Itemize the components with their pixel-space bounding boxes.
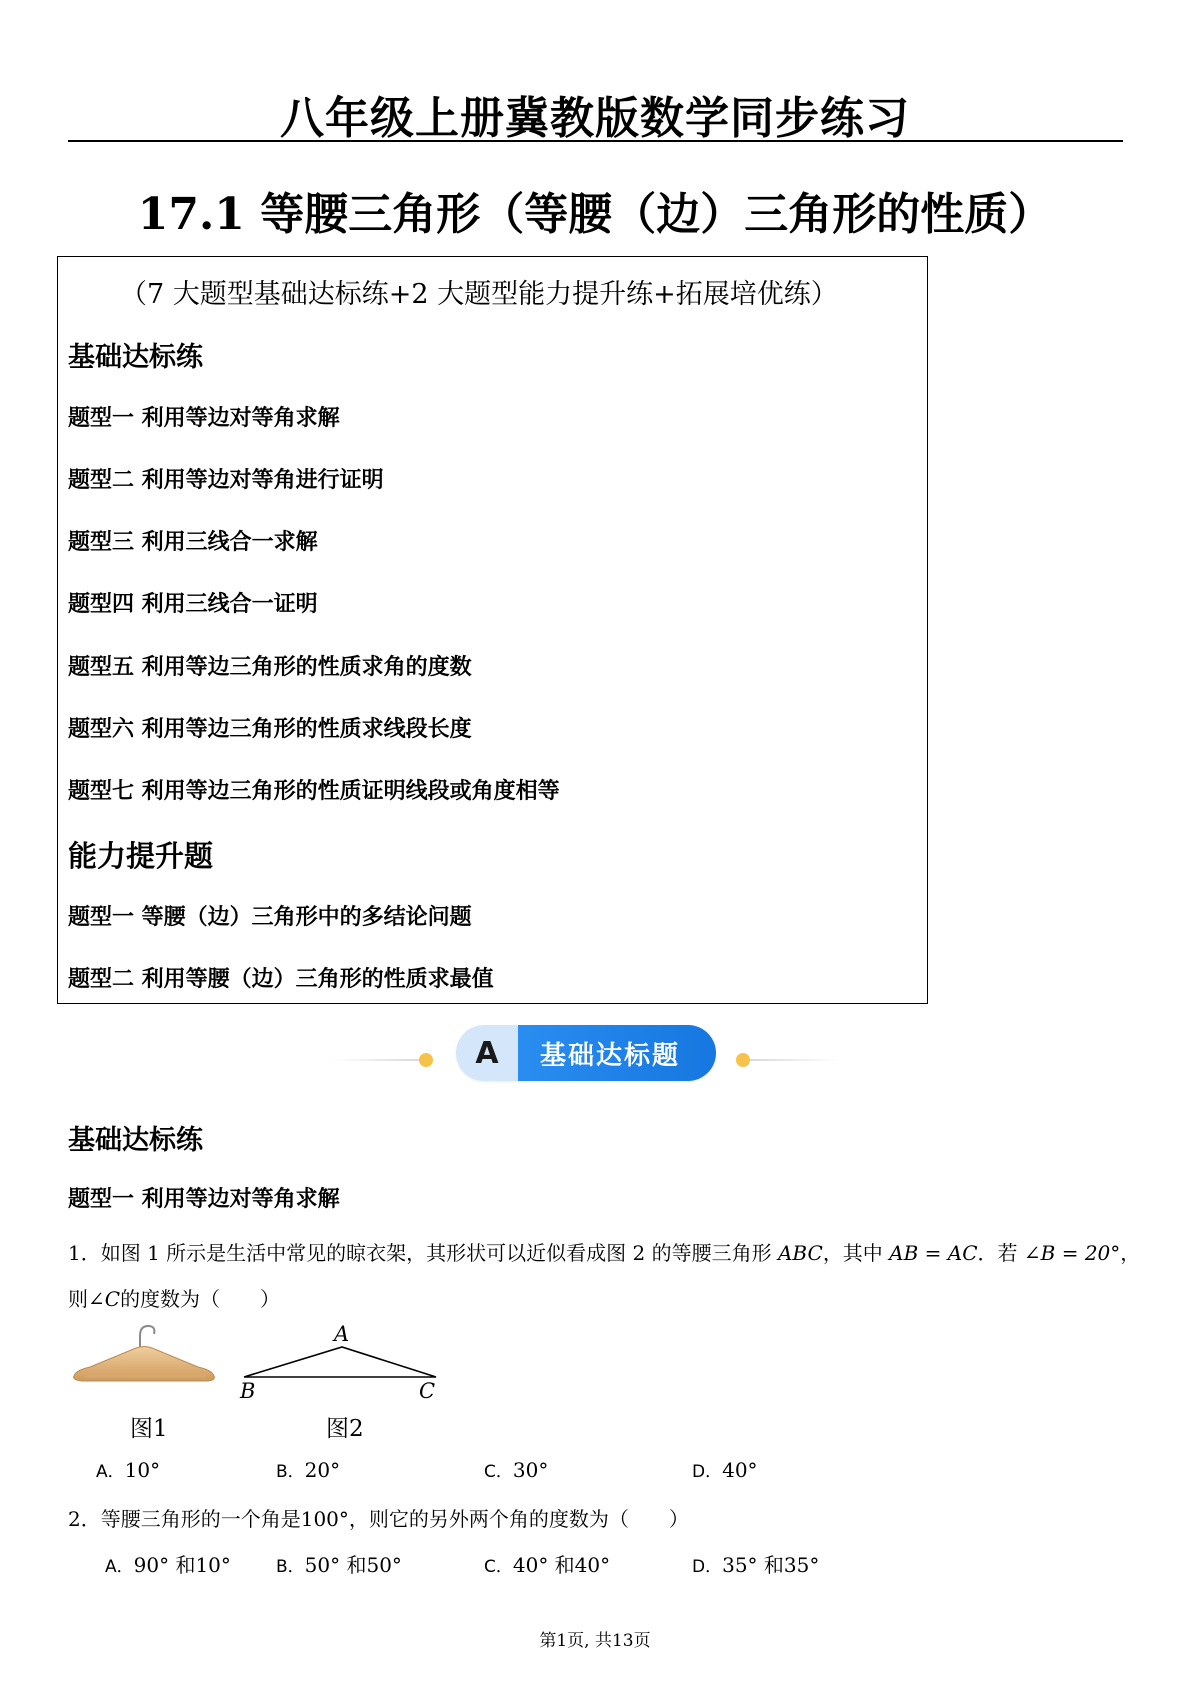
toc-type-4: 题型四 利用三线合一证明 — [68, 592, 318, 617]
banner-letter: A — [456, 1025, 518, 1081]
figure-1-label: 图1 — [130, 1416, 168, 1442]
figure-2-label: 图2 — [326, 1416, 364, 1442]
question-1-eq1: AB = AC — [889, 1241, 978, 1265]
question-1-abc: ABC — [777, 1241, 823, 1265]
question-1-text-c: ．若 — [977, 1241, 1018, 1265]
toc-type-1: 题型一 利用等边对等角求解 — [68, 406, 340, 431]
question-2-option-d[interactable]: D．35° 和35° — [692, 1553, 820, 1577]
body-section-title: 基础达标练 — [68, 1125, 203, 1156]
question-1-eq2: ∠B = 20° — [1023, 1241, 1121, 1265]
toc-type-2: 题型二 利用等边对等角进行证明 — [68, 468, 384, 493]
toc-type-6: 题型六 利用等边三角形的性质求线段长度 — [68, 717, 472, 742]
vertex-c-label: C — [419, 1379, 436, 1403]
question-1-line2-a: 则 — [68, 1287, 88, 1311]
question-2-body: 等腰三角形的一个角是100°，则它的另外两个角的度数为（ ） — [100, 1507, 689, 1531]
vertex-b-label: B — [240, 1379, 256, 1403]
question-1-text-d: ， — [1120, 1241, 1141, 1265]
page-footer: 第1页, 共13页 — [539, 1631, 651, 1651]
toc-type-7: 题型七 利用等边三角形的性质证明线段或角度相等 — [68, 779, 560, 804]
question-2-number: 2． — [68, 1507, 101, 1531]
banner-dot-right — [736, 1053, 750, 1067]
question-1-option-b[interactable]: B．20° — [276, 1458, 341, 1482]
question-2-text — [68, 1503, 689, 1532]
question-1-option-a[interactable]: A．10° — [96, 1458, 161, 1482]
question-1-option-c[interactable]: C．30° — [484, 1458, 549, 1482]
question-1-text-a: 如图 1 所示是生活中常见的晾衣架，其形状可以近似看成图 2 的等腰三角形 — [100, 1241, 772, 1265]
hanger-image — [70, 1318, 220, 1390]
question-1-angle-c: ∠C — [88, 1287, 121, 1311]
toc-type-5: 题型五 利用等边三角形的性质求角的度数 — [68, 655, 472, 680]
question-1-line2-b: 的度数为（ ） — [120, 1287, 281, 1311]
question-2-option-a[interactable]: A．90° 和10° — [105, 1553, 231, 1577]
chapter-title: 17.1 等腰三角形（等腰（边）三角形的性质） — [137, 189, 1053, 240]
toc-intro: （7 大题型基础达标练+2 大题型能力提升练+拓展培优练） — [120, 279, 838, 310]
toc-type-3: 题型三 利用三线合一求解 — [68, 530, 318, 555]
toc-section-basic: 基础达标练 — [68, 342, 203, 373]
question-1-option-d[interactable]: D．40° — [692, 1458, 758, 1482]
question-2-option-b[interactable]: B．50° 和50° — [276, 1553, 402, 1577]
question-1-line-1 — [68, 1237, 1140, 1266]
toc-adv-type-1: 题型一 等腰（边）三角形中的多结论问题 — [68, 905, 472, 930]
banner-line-left — [330, 1059, 420, 1061]
toc-adv-type-2: 题型二 利用等腰（边）三角形的性质求最值 — [68, 967, 494, 992]
question-1-number: 1． — [68, 1241, 101, 1265]
banner-text: 基础达标题 — [518, 1025, 716, 1081]
question-2-option-c[interactable]: C．40° 和40° — [484, 1553, 611, 1577]
question-1-line-2 — [68, 1283, 280, 1312]
header-rule — [68, 140, 1123, 142]
toc-section-advanced: 能力提升题 — [68, 839, 214, 873]
banner-line-right — [750, 1059, 840, 1061]
vertex-a-label: A — [334, 1322, 350, 1346]
document-header-title: 八年级上册冀教版数学同步练习 — [280, 93, 910, 144]
body-type-title: 题型一 利用等边对等角求解 — [68, 1187, 340, 1212]
section-banner — [456, 1025, 716, 1081]
banner-dot-left — [419, 1053, 433, 1067]
question-1-text-b: ，其中 — [822, 1241, 883, 1265]
